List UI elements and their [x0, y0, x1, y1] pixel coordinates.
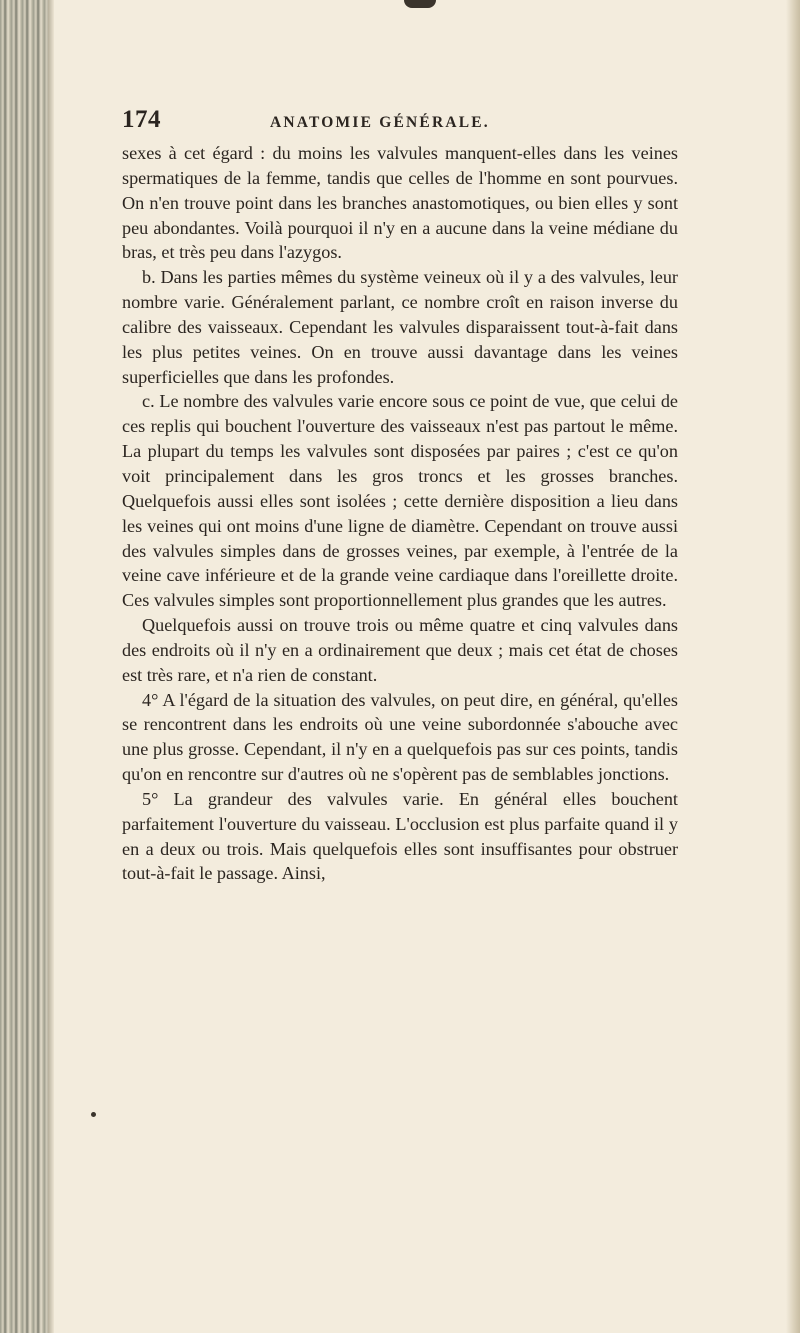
book-binding: [0, 0, 48, 1333]
page-header: [122, 106, 678, 136]
paragraph-3: c. Le nombre des valvules varie encore sous ce point de vue, que celui de ces replis qui bouchent l'ouverture des vaisseaux n'est pas partout le même. La plupart du temps les valvules sont disposées par paires ; c'est ce qu'on voit principalement dans les gros troncs et les grosses branches. Quelquefois aussi elles sont isolées ; cette dernière disposition a lieu dans les veines qui ont moins d'une ligne de diamètre. Cependant on trouve aussi des valvules simples dans de grosses veines, par exemple, à l'entrée de la veine cave inférieure et de la grande veine cardiaque dans l'oreillette droite. Ces valvules simples sont proportionnellement plus grandes que les autres.: [122, 391, 678, 611]
scan-mark: [404, 0, 436, 8]
paragraph-4: Quelquefois aussi on trouve trois ou même quatre et cinq valvules dans des endroits où il n'y en a ordinairement que deux ; mais cet état de choses est très rare, et n'a rien de constant.: [122, 615, 678, 685]
ink-speck: [91, 1112, 96, 1117]
running-head: ANATOMIE GÉNÉRALE.: [270, 114, 490, 131]
paragraph-6: 5° La grandeur des valvules varie. En général elles bouchent parfaitement l'ouverture du vaisseau. L'occlusion est plus parfaite quand il y en a deux ou trois. Mais quelquefois elles sont insuffisantes pour obstruer tout-à-fait le passage. Ainsi,: [122, 788, 678, 884]
paragraph-1: sexes à cet égard : du moins les valvules manquent-elles dans les veines spermatiques de la femme, tandis que celles de l'homme en sont pourvues. On n'en trouve point dans les branches anastomotiques, ou bien elles y sont peu abondantes. Voilà pourquoi il n'y en a aucune dans la veine médiane du bras, et très peu dans l'azygos.: [122, 143, 678, 263]
body-text: [122, 141, 678, 886]
paragraph-2: b. Dans les parties mêmes du système veineux où il y a des valvules, leur nombre varie. Généralement parlant, ce nombre croît en raison inverse du calibre des vaisseaux. Cependant les valvules disparaissent tout-à-fait dans les plus petites veines. On en trouve aussi davantage dans les veines superficielles que dans les profondes.: [122, 267, 678, 387]
page-number: 174: [122, 106, 161, 133]
paragraph-5: 4° A l'égard de la situation des valvules, on peut dire, en général, qu'elles se rencontrent dans les endroits où une veine subordonnée s'abouche avec une plus grosse. Cependant, il n'y en a quelquefois pas sur ces points, tandis qu'on en rencontre sur d'autres où ne s'opèrent pas de semblables jonctions.: [122, 689, 678, 785]
page-edge: [786, 0, 800, 1333]
